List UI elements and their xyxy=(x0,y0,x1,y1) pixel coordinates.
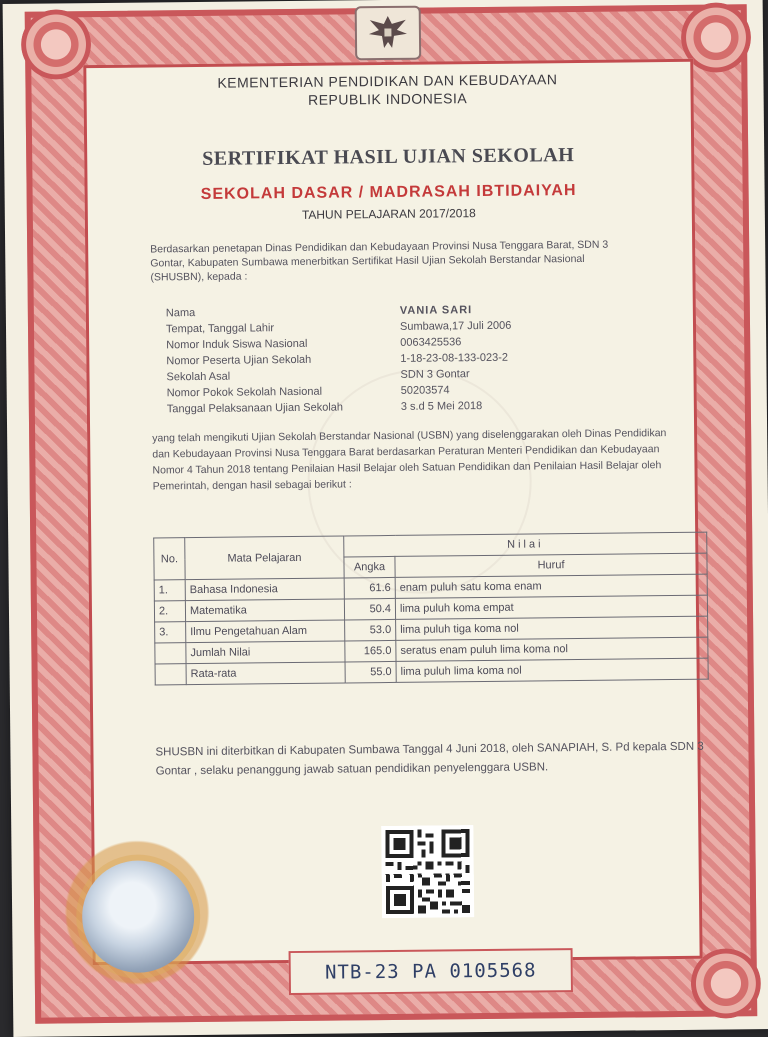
cell-angka: 61.6 xyxy=(344,577,395,599)
garuda-emblem-icon xyxy=(355,6,422,61)
identity-value: 1-18-23-08-133-023-2 xyxy=(400,351,509,365)
identity-value: VANIA SARI xyxy=(399,304,473,317)
cell-angka: 50.4 xyxy=(344,598,395,620)
body-paragraph: yang telah mengikuti Ujian Sekolah Berstandar Nasional (USBN) yang diselenggarakan oleh Dinas Pendidikan dan Kebudayaan Provinsi Nusa Tenggara Barat berdasarkan Peraturan Menteri Pendidikan dan Kebudayaan Nomor 4 Tahun 2018 tentang Penilaian Hasil Belajar oleh Satuan Pendidikan dan Penilaian Hasil Belajar oleh Pemerintah, dengan hasil sebagai berikut : xyxy=(152,427,667,493)
identity-label: Nomor Induk Siswa Nasional xyxy=(166,337,308,352)
total-angka: 165.0 xyxy=(345,640,396,662)
school-level-subtitle: SEKOLAH DASAR / MADRASAH IBTIDAIYAH xyxy=(200,182,577,203)
cell-empty xyxy=(155,643,186,664)
qr-code xyxy=(381,825,474,918)
identity-label: Tanggal Pelaksanaan Ujian Sekolah xyxy=(166,401,344,416)
cell-no: 3. xyxy=(155,622,186,643)
identity-value: Sumbawa,17 Juli 2006 xyxy=(399,319,512,333)
identity-label: Nomor Peserta Ujian Sekolah xyxy=(166,353,312,368)
intro-paragraph: Berdasarkan penetapan Dinas Pendidikan dan Kebudayaan Provinsi Nusa Tenggara Barat, SDN 3 Gontar, Kabupaten Sumbawa menerbitkan Sertifikat Hasil Ujian Sekolah Berstandar Nasional (SHUSBN), kepada : xyxy=(150,238,609,284)
header-no: No. xyxy=(154,538,185,580)
hologram-seal xyxy=(82,860,195,973)
header-nilai: Nilai xyxy=(344,532,707,557)
cell-subject: Matematika xyxy=(185,599,344,622)
cell-angka: 53.0 xyxy=(345,619,396,641)
cell-subject: Ilmu Pengetahuan Alam xyxy=(186,620,345,643)
corner-ornament xyxy=(21,9,92,80)
ministry-line-2: REPUBLIK INDONESIA xyxy=(307,90,468,108)
total-label: Jumlah Nilai xyxy=(186,641,345,664)
cell-huruf: lima puluh koma empat xyxy=(395,595,707,619)
average-angka: 55.0 xyxy=(345,661,396,683)
scores-table xyxy=(153,532,709,686)
closing-paragraph: SHUSBN ini diterbitkan di Kabupaten Sumbawa Tanggal 4 Juni 2018, oleh SANAPIAH, S. Pd kepala SDN 3 Gontar , selaku penanggung jawab satuan pendidikan penyelenggara USBN. xyxy=(155,740,704,778)
certificate-page xyxy=(3,0,768,1037)
header-angka: Angka xyxy=(344,556,395,578)
identity-label: Tempat, Tanggal Lahir xyxy=(165,322,275,336)
cell-huruf: enam puluh satu koma enam xyxy=(395,574,707,598)
certificate-title: SERTIFIKAT HASIL UJIAN SEKOLAH xyxy=(202,144,575,170)
average-label: Rata-rata xyxy=(186,662,345,685)
identity-label: Sekolah Asal xyxy=(166,370,231,384)
identity-value: 3 s.d 5 Mei 2018 xyxy=(400,400,483,413)
identity-value: 50203574 xyxy=(400,384,450,397)
serial-number: NTB-23 PA 0105568 xyxy=(289,948,573,995)
cell-no: 2. xyxy=(154,601,185,622)
cell-no: 1. xyxy=(154,580,185,601)
header-subject: Mata Pelajaran xyxy=(185,536,344,580)
cell-subject: Bahasa Indonesia xyxy=(185,578,344,601)
identity-label: Nama xyxy=(165,307,196,320)
identity-value: 0063425536 xyxy=(400,336,462,349)
header-huruf: Huruf xyxy=(395,553,707,577)
average-huruf: lima puluh lima koma nol xyxy=(396,658,708,682)
cell-huruf: lima puluh tiga koma nol xyxy=(396,616,708,640)
academic-year: TAHUN PELAJARAN 2017/2018 xyxy=(301,206,476,222)
cell-empty xyxy=(155,664,186,685)
ministry-line-1: KEMENTERIAN PENDIDIKAN DAN KEBUDAYAAN xyxy=(217,71,558,91)
total-huruf: seratus enam puluh lima koma nol xyxy=(396,637,708,661)
student-identity xyxy=(166,304,512,420)
identity-label: Nomor Pokok Sekolah Nasional xyxy=(166,385,323,400)
identity-value: SDN 3 Gontar xyxy=(400,368,470,381)
